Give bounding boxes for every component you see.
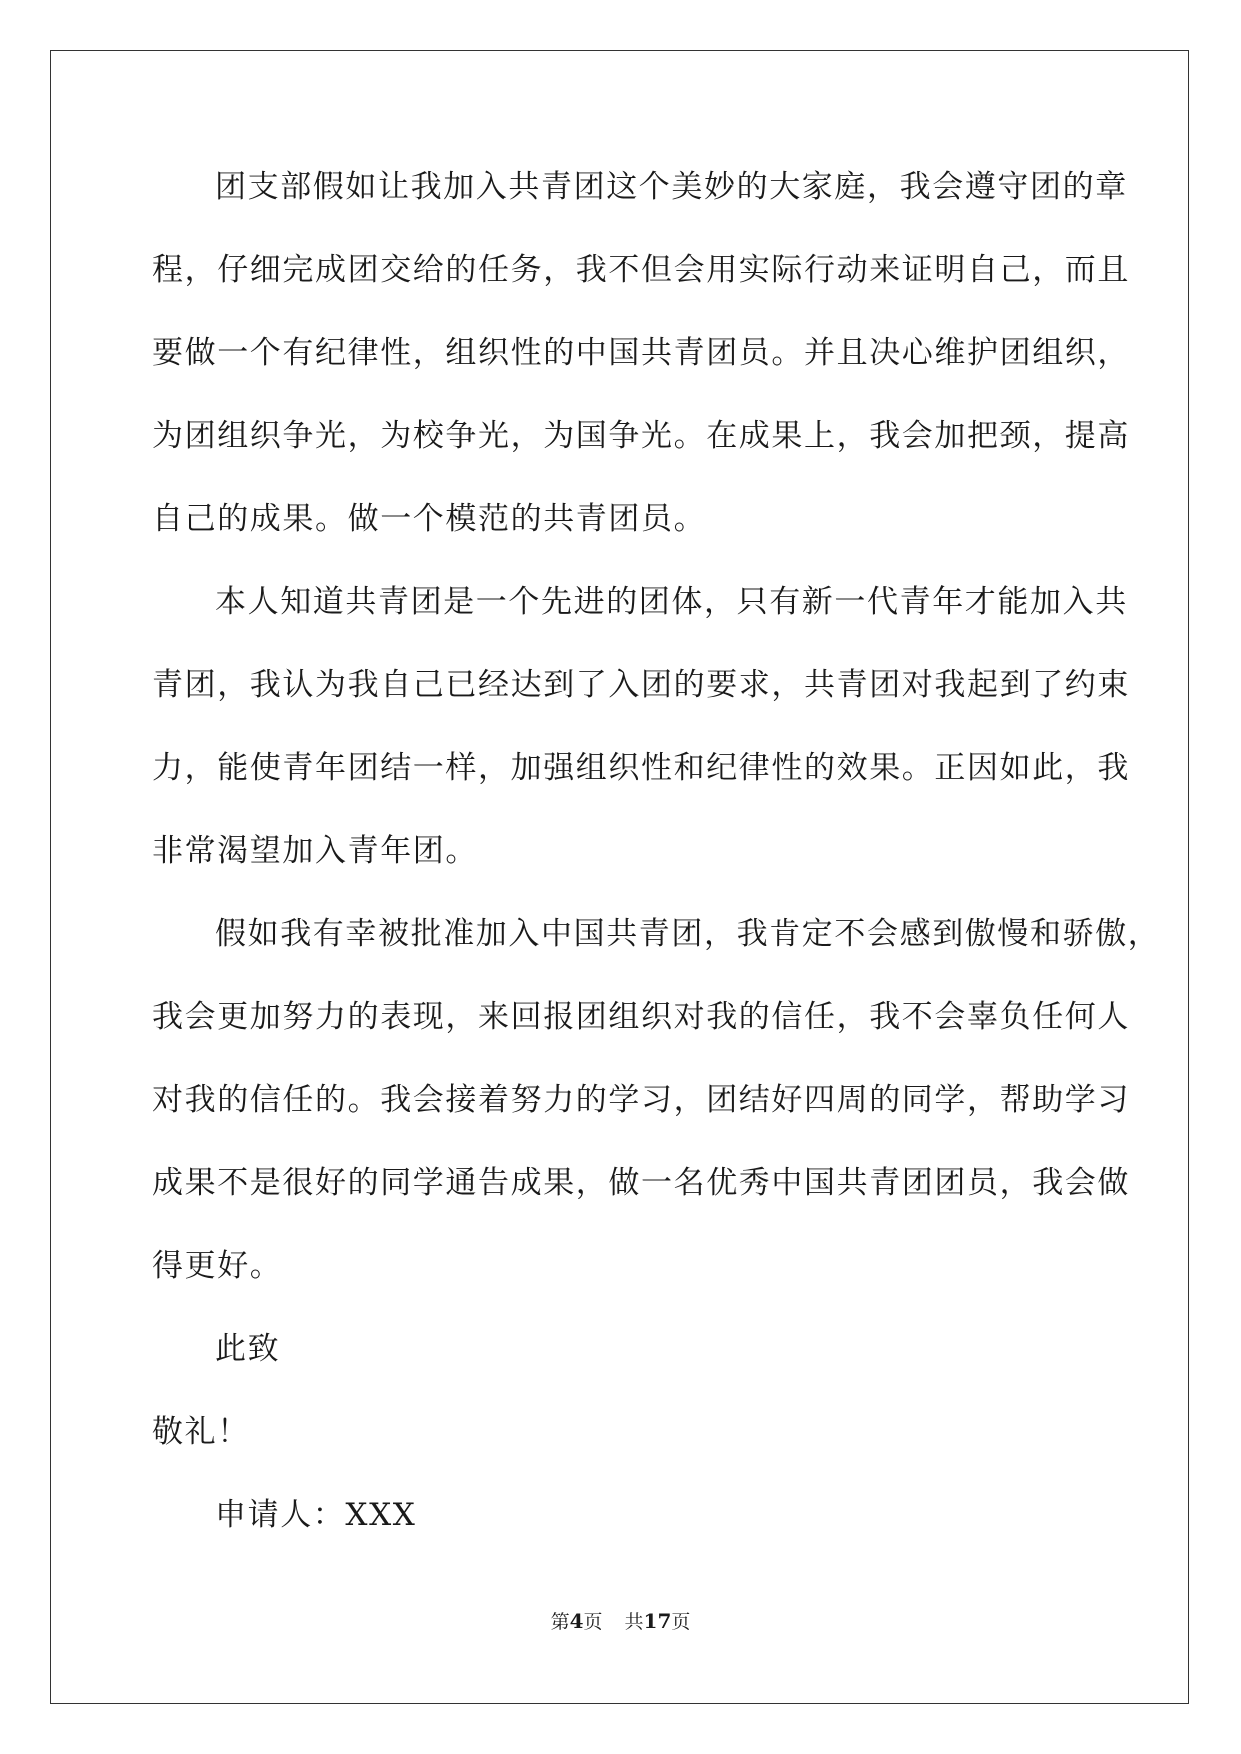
paragraph-line: 团支部假如让我加入共青团这个美妙的大家庭，我会遵守团的章 — [215, 169, 1128, 205]
paragraph-line: 要做一个有纪律性，组织性的中国共青团员。并且决心维护团组织， — [152, 335, 1130, 371]
closing-salutation: 此致 — [215, 1331, 281, 1367]
applicant-signature: 申请人：XXX — [215, 1497, 417, 1533]
paragraph-line: 得更好。 — [152, 1248, 283, 1284]
paragraph-line: 成果不是很好的同学通告成果，做一名优秀中国共青团团员，我会做 — [152, 1165, 1130, 1201]
paragraph-line: 非常渴望加入青年团。 — [152, 833, 478, 869]
page-unit: 页 — [583, 1611, 603, 1633]
page-total-number: 17 — [643, 1609, 672, 1633]
page-prefix: 第 — [550, 1611, 570, 1633]
paragraph-line: 力，能使青年团结一样，加强组织性和纪律性的效果。正因如此，我 — [152, 750, 1130, 786]
paragraph-line: 程，仔细完成团交给的任务，我不但会用实际行动来证明自己，而且 — [152, 252, 1130, 288]
page-footer — [0, 1607, 1241, 1634]
paragraph-line: 本人知道共青团是一个先进的团体，只有新一代青年才能加入共 — [215, 584, 1128, 620]
total-unit: 页 — [671, 1611, 691, 1633]
paragraph-line: 自己的成果。做一个模范的共青团员。 — [152, 501, 707, 537]
paragraph-line: 青团，我认为我自己已经达到了入团的要求，共青团对我起到了约束 — [152, 667, 1130, 703]
page-current-number: 4 — [569, 1609, 584, 1633]
total-prefix: 共 — [624, 1611, 644, 1633]
paragraph-line: 假如我有幸被批准加入中国共青团，我肯定不会感到傲慢和骄傲， — [215, 916, 1161, 952]
paragraph-line: 为团组织争光，为校争光，为国争光。在成果上，我会加把颈，提高 — [152, 418, 1130, 454]
closing-regards: 敬礼！ — [152, 1414, 250, 1450]
letter-body — [152, 162, 1161, 1573]
paragraph-line: 我会更加努力的表现，来回报团组织对我的信任，我不会辜负任何人 — [152, 999, 1130, 1035]
paragraph-line: 对我的信任的。我会接着努力的学习，团结好四周的同学，帮助学习 — [152, 1082, 1130, 1118]
